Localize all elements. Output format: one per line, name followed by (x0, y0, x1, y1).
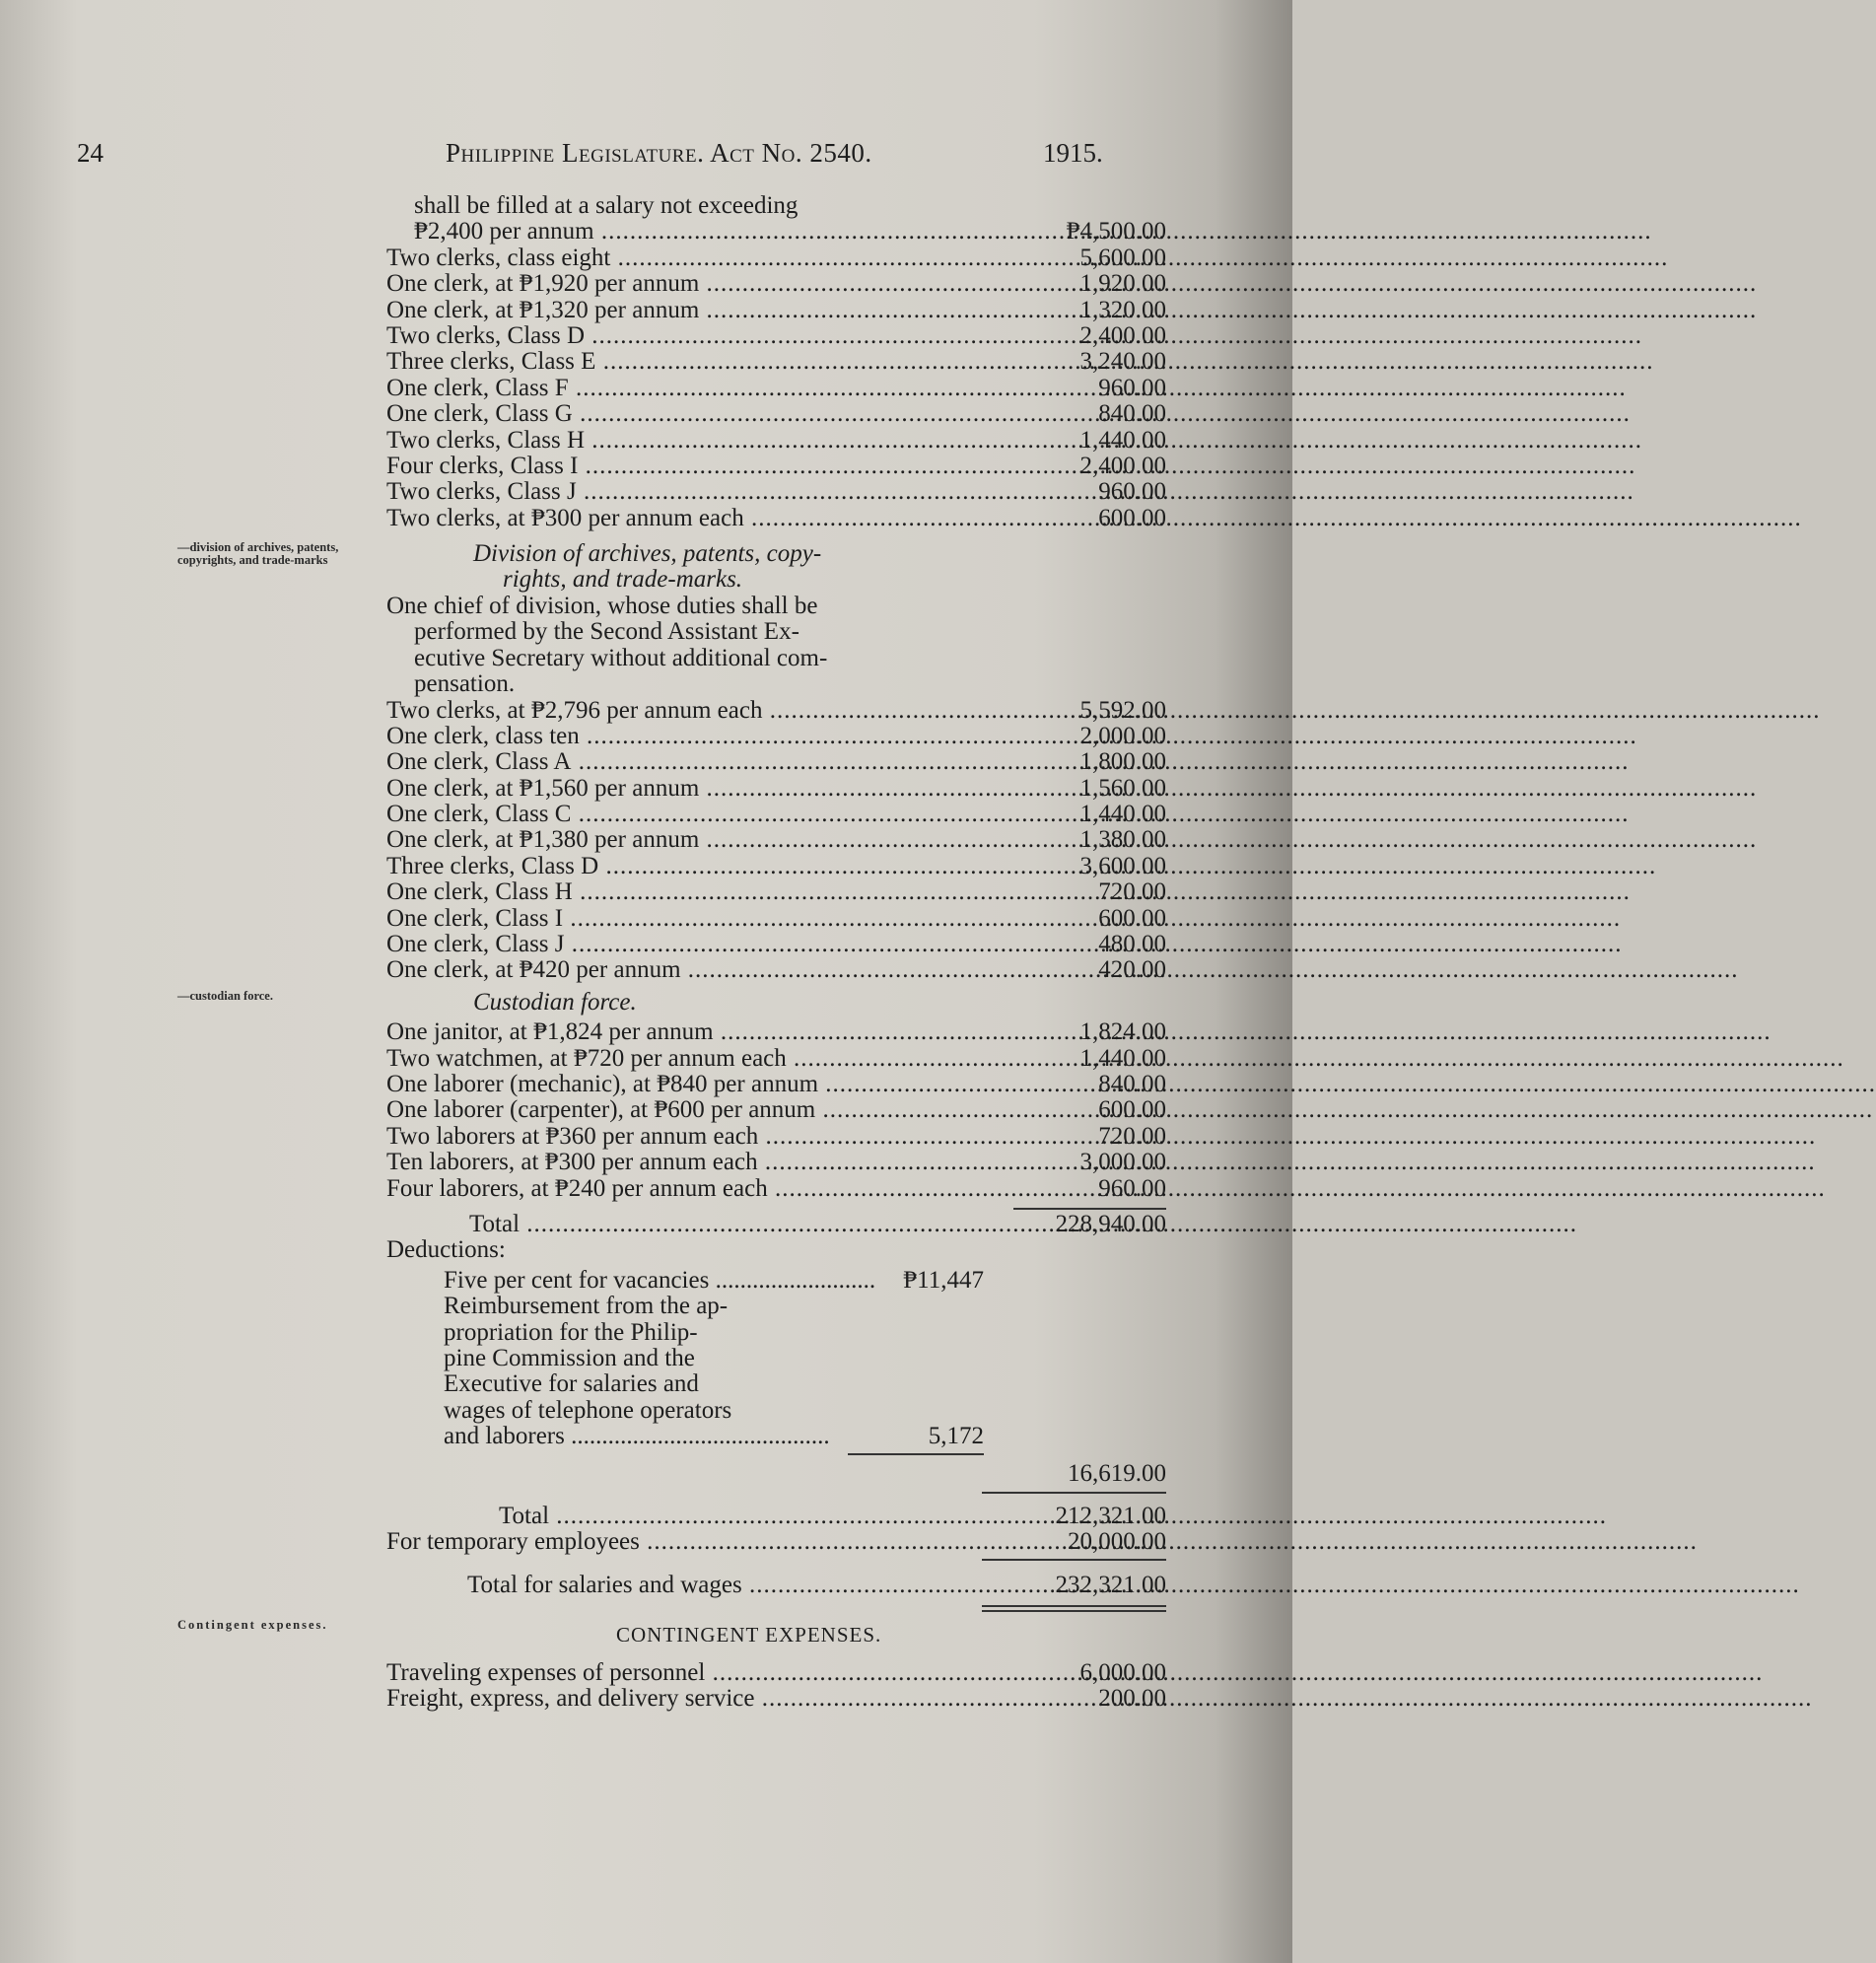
list-item (0, 776, 1292, 802)
item-amount: 3,240.00 (1079, 348, 1166, 376)
list-item (0, 454, 1292, 479)
item-label: One clerk, Class I ..... (386, 906, 988, 932)
item-label: One clerk, Class J ..... (386, 932, 988, 957)
deduction-reimbursement: Reimbursement from the ap- propriation for the Philip- pine Commission and the Executive for salaries and wages of telephone operators and laborers .......................................... 5,172 (444, 1293, 984, 1450)
item-amount: 840.00 (1098, 1071, 1166, 1097)
list-item (0, 724, 1292, 749)
total-row: Total ..... 228,940.00 (0, 1212, 1292, 1237)
item-label: One clerk, at ₱420 per annum ..... (386, 957, 988, 983)
item-amount: 1,440.00 (1079, 801, 1166, 828)
deductions-heading: Deductions: (386, 1236, 506, 1264)
list-item (0, 879, 1292, 905)
list-item (0, 506, 1292, 531)
list-item (0, 932, 1292, 957)
item-label: One clerk, class ten ..... (386, 724, 988, 749)
item-amount: 2,400.00 (1079, 452, 1166, 479)
item-amount: 1,440.00 (1079, 1044, 1166, 1072)
list-item (0, 906, 1292, 932)
margin-note-custodian: —custodian force. (177, 988, 273, 1003)
item-label: Freight, express, and delivery service ..... (386, 1686, 988, 1712)
item-amount: 5,592.00 (1079, 696, 1166, 724)
section-title-contingent: CONTINGENT EXPENSES. (616, 1622, 882, 1647)
item-label: Ten laborers, at ₱300 per annum each ..... (386, 1150, 988, 1175)
items-group-custodian (0, 1019, 1292, 1202)
list-item: ₱2,400 per annum ..... ₱4,500.00 (0, 219, 1292, 245)
item-amount: 600.00 (1098, 1096, 1166, 1124)
list-item (0, 245, 1292, 271)
margin-note-contingent: Contingent expenses. (177, 1617, 328, 1632)
item-label: One laborer (mechanic), at ₱840 per annum ..... (386, 1072, 988, 1097)
item-label: One clerk, Class C ..... (386, 802, 988, 827)
item-label: Four laborers, at ₱240 per annum each ..... (386, 1176, 988, 1202)
item-label: One clerk, at ₱1,560 per annum ..... (386, 776, 988, 802)
list-item (0, 1176, 1292, 1202)
list-item (0, 827, 1292, 853)
item-amount: 2,400.00 (1079, 321, 1166, 349)
list-item (0, 802, 1292, 827)
page-number: 24 (77, 138, 104, 168)
item-label: One clerk, Class H ..... (386, 879, 988, 905)
item-label: Two clerks, at ₱2,796 per annum each ..... (386, 698, 988, 724)
item-label: Two laborers at ₱360 per annum each ..... (386, 1124, 988, 1150)
list-item (0, 1046, 1292, 1072)
deduction-vacancies: Five per cent for vacancies .......................... ₱11,447 (444, 1266, 984, 1294)
list-item (0, 1072, 1292, 1097)
list-item (0, 854, 1292, 879)
item-label: Four clerks, Class I ..... (386, 454, 988, 479)
total-row-2: Total ..... 212,321.00 (0, 1504, 1292, 1529)
faded-stamp (680, 1775, 877, 1962)
deductions-total-row: 16,619.00 (1068, 1460, 1166, 1488)
item-amount: 200.00 (1098, 1685, 1166, 1713)
section-title-custodian: Custodian force. (473, 988, 637, 1016)
chief-of-division: One chief of division, whose duties shall be performed by the Second Assistant Ex- ecutive Secretary without additional com- pensation. (386, 592, 828, 698)
item-amount: 1,824.00 (1079, 1018, 1166, 1046)
list-item (0, 698, 1292, 724)
item-label: One clerk, Class A ..... (386, 749, 988, 775)
item-amount: 1,920.00 (1079, 270, 1166, 298)
items-group-a (0, 245, 1292, 531)
list-item (0, 376, 1292, 401)
header-year: 1915. (1043, 138, 1103, 168)
item-amount: 600.00 (1098, 904, 1166, 932)
item-amount: 6,000.00 (1079, 1658, 1166, 1686)
item-label: Three clerks, Class D ..... (386, 854, 988, 879)
item-amount: 1,800.00 (1079, 748, 1166, 776)
items-group-contingent (0, 1660, 1292, 1713)
list-item (0, 323, 1292, 349)
item-label: Two clerks, Class D ..... (386, 323, 988, 349)
item-label: One clerk, Class G ..... (386, 401, 988, 427)
list-item: shall be filled at a salary not exceeding (414, 192, 799, 219)
section-title-archives: Division of archives, patents, copy- rights, and trade-marks. (473, 540, 822, 594)
item-label: One janitor, at ₱1,824 per annum ..... (386, 1019, 988, 1045)
item-label: One clerk, at ₱1,320 per annum ..... (386, 298, 988, 323)
list-item (0, 349, 1292, 375)
item-label: Two watchmen, at ₱720 per annum each ..... (386, 1046, 988, 1072)
page-header (0, 138, 1292, 174)
item-amount: 720.00 (1098, 1122, 1166, 1150)
list-item (0, 298, 1292, 323)
list-item (0, 1097, 1292, 1123)
list-item (0, 479, 1292, 505)
salaries-total-row: Total for salaries and wages ..... 232,321.00 (0, 1573, 1292, 1598)
appropriation-list (0, 193, 1292, 1712)
items-group-archives (0, 698, 1292, 984)
item-amount: 1,380.00 (1079, 826, 1166, 854)
item-label: One clerk, at ₱1,380 per annum ..... (386, 827, 988, 853)
item-amount: 960.00 (1098, 1174, 1166, 1202)
list-item (0, 957, 1292, 983)
item-amount: 840.00 (1098, 400, 1166, 428)
item-label: One laborer (carpenter), at ₱600 per annum ..... (386, 1097, 988, 1123)
item-label: Traveling expenses of personnel ..... (386, 1660, 988, 1686)
list-item (0, 749, 1292, 775)
list-item (0, 428, 1292, 454)
running-head: Philippine Legislature. Act No. 2540. (446, 138, 872, 168)
item-amount: 1,320.00 (1079, 296, 1166, 323)
item-amount: 3,600.00 (1079, 852, 1166, 879)
list-item (0, 401, 1292, 427)
item-amount: 5,600.00 (1079, 244, 1166, 271)
item-label: Two clerks, Class H ..... (386, 428, 988, 454)
list-item (0, 1686, 1292, 1712)
item-amount: 2,000.00 (1079, 722, 1166, 749)
item-label: Two clerks, class eight ..... (386, 245, 988, 271)
item-label: Two clerks, Class J ..... (386, 479, 988, 505)
item-amount: 960.00 (1098, 374, 1166, 401)
item-amount: 420.00 (1098, 956, 1166, 984)
item-amount: 720.00 (1098, 878, 1166, 906)
item-label: One clerk, Class F ..... (386, 376, 988, 401)
item-amount: 480.00 (1098, 931, 1166, 958)
item-label: One clerk, at ₱1,920 per annum ..... (386, 271, 988, 297)
item-amount: 600.00 (1098, 504, 1166, 531)
item-amount: 1,560.00 (1079, 774, 1166, 802)
item-amount: 960.00 (1098, 478, 1166, 506)
item-label: Three clerks, Class E ..... (386, 349, 988, 375)
margin-note-archives: —division of archives, patents, copyrights, and trade-marks (177, 540, 339, 568)
temporary-employees-row: For temporary employees ..... 20,000.00 (0, 1529, 1292, 1555)
item-amount: 1,440.00 (1079, 426, 1166, 454)
list-item (0, 1660, 1292, 1686)
list-item (0, 1150, 1292, 1175)
item-label: Two clerks, at ₱300 per annum each ..... (386, 506, 988, 531)
list-item (0, 1124, 1292, 1150)
item-amount: 3,000.00 (1079, 1149, 1166, 1176)
list-item (0, 271, 1292, 297)
list-item (0, 1019, 1292, 1045)
